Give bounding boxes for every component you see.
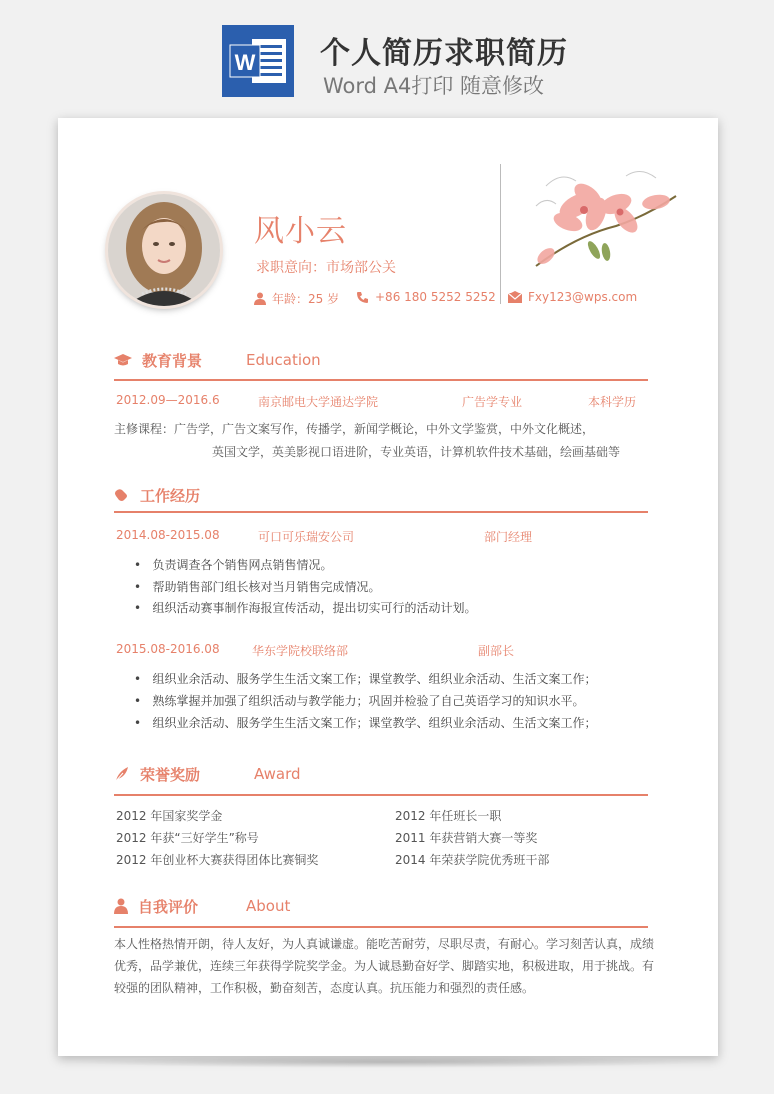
education-school: 南京邮电大学通达学院 — [258, 395, 379, 409]
job-1-item: • 负责调查各个销售网点销售情况。 — [134, 558, 333, 572]
person-icon — [254, 292, 266, 305]
age-info — [254, 290, 339, 307]
job-intent: 求职意向：市场部公关 — [256, 260, 396, 276]
award-item: 2012 年国家奖学金 — [116, 809, 223, 823]
hand-icon — [114, 487, 130, 503]
award-item: 2011 年获营销大赛一等奖 — [395, 831, 538, 845]
about-rule — [114, 926, 648, 928]
job-2-company: 华东学院校联络部 — [252, 644, 349, 658]
job-1-item: • 帮助销售部门组长核对当月销售完成情况。 — [134, 580, 381, 594]
feather-icon — [114, 766, 130, 782]
banner-title: 个人简历求职简历 — [320, 36, 568, 71]
svg-text:W: W — [234, 50, 256, 75]
flower-decoration-icon — [516, 166, 686, 281]
job-2-item: • 组织业余活动、服务学生生活文案工作；课堂教学、组织业余活动、生活文案工作； — [134, 716, 597, 730]
education-degree: 本科学历 — [588, 395, 637, 409]
education-title-en: Education — [246, 351, 321, 369]
job-2-period: 2015.08-2016.08 — [116, 642, 220, 656]
education-rule — [114, 379, 648, 381]
resume-page — [58, 118, 718, 1056]
education-courses-line1: 主修课程：广告学，广告文案写作，传播学，新闻学概论，中外文学鉴赏，中外文化概述， — [114, 422, 595, 436]
work-rule — [114, 511, 648, 513]
work-title: 工作经历 — [140, 486, 201, 505]
email-text: Fxy123@wps.com — [528, 290, 638, 304]
job-2-item: • 组织业余活动、服务学生生活文案工作；课堂教学、组织业余活动、生活文案工作； — [134, 672, 597, 686]
mail-icon — [508, 291, 522, 303]
award-item: 2014 年荣获学院优秀班干部 — [395, 853, 550, 867]
paper-shadow — [66, 1056, 710, 1068]
job-2-role: 副部长 — [478, 644, 515, 658]
job-1-role: 部门经理 — [484, 530, 533, 544]
about-header — [114, 896, 291, 916]
education-header — [114, 350, 321, 370]
education-major: 广告学专业 — [462, 395, 523, 409]
about-title: 自我评价 — [138, 897, 199, 916]
avatar-photo — [108, 194, 220, 306]
awards-rule — [114, 794, 648, 796]
email-info — [508, 290, 637, 304]
graduation-cap-icon — [114, 353, 132, 367]
education-period: 2012.09—2016.6 — [116, 393, 220, 407]
awards-title: 荣誉奖励 — [140, 765, 201, 784]
user-icon — [114, 898, 128, 914]
avatar — [108, 194, 220, 306]
phone-text: +86 180 5252 5252 — [375, 290, 496, 304]
award-item: 2012 年任班长一职 — [395, 809, 502, 823]
banner-subtitle: Word A4打印 随意修改 — [323, 74, 545, 98]
phone-info — [356, 290, 496, 304]
job-1-period: 2014.08-2015.08 — [116, 528, 220, 542]
banner — [0, 0, 774, 112]
about-text: 本人性格热情开朗，待人友好，为人真诚谦虚。能吃苦耐劳，尽职尽责，有耐心。学习刻苦认真，成绩优秀，品学兼优，连续三年获得学院奖学金。为人诚恳勤奋好学、脚踏实地，积极进取，用于挑战。有较强的团队精神，工作积极，勤奋刻苦，态度认真。抗压能力和强烈的责任感。 — [114, 937, 655, 995]
work-header — [114, 485, 200, 505]
education-courses-line2: 英国文学，英美影视口语进阶，专业英语，计算机软件技术基础，绘画基础等 — [212, 445, 621, 459]
job-1-item: • 组织活动赛事制作海报宣传活动，提出切实可行的活动计划。 — [134, 601, 477, 615]
phone-icon — [356, 291, 369, 304]
awards-header — [114, 764, 301, 784]
about-title-en: About — [246, 897, 291, 915]
award-item: 2012 年创业杯大赛获得团体比赛铜奖 — [116, 853, 319, 867]
awards-title-en: Award — [254, 765, 301, 783]
education-title: 教育背景 — [142, 351, 203, 370]
candidate-name: 风小云 — [254, 214, 347, 249]
award-item: 2012 年获“三好学生”称号 — [116, 831, 259, 845]
age-text: 年龄：25 岁 — [272, 292, 340, 306]
job-1-company: 可口可乐瑞安公司 — [258, 530, 355, 544]
word-icon — [222, 25, 294, 97]
job-2-item: • 熟练掌握并加强了组织活动与教学能力；巩固并检验了自己英语学习的知识水平。 — [134, 694, 585, 708]
header-divider — [500, 164, 501, 304]
